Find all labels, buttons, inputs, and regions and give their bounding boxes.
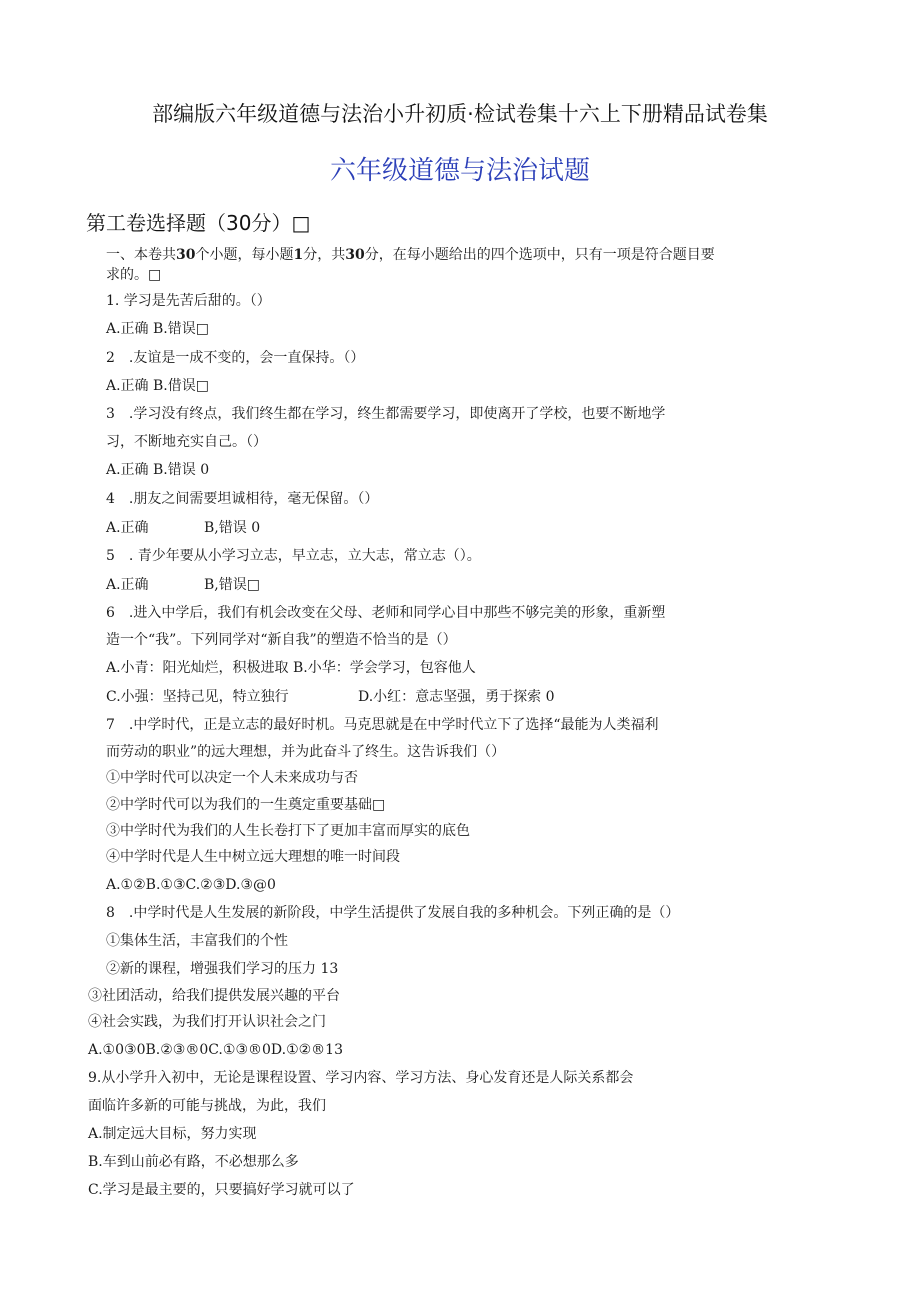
question-2-text: 2 .友谊是一成不变的，会一直保持。（） [106,350,365,366]
question-8-statement-2: ②新的课程，增强我们学习的压力 13 [106,961,339,977]
question-3-options: A.正确 B.错误 0 [106,462,210,478]
points-each: 1 [293,247,304,263]
question-8-statement-4: ④社会实践，为我们打开认识社会之门 [88,1014,326,1030]
instructions-line-1: 一、本卷共30个小题，每小题1分，共30分，在每小题给出的四个选项中，只有一项是符合题目要 [106,247,715,263]
question-7-text-line-1: 7 .中学时代，正是立志的最好时机。马克思就是在中学时代立下了选择“最能为人类福利 [106,717,659,733]
question-7-statement-4: ④中学时代是人生中树立远大理想的唯一时间段 [106,849,400,865]
question-9-option-a: A.制定远大目标，努力实现 [88,1126,257,1142]
document-header: 部编版六年级道德与法治小升初质·检试卷集十六上下册精品试卷集 [152,102,768,126]
question-8-statement-3: ③社团活动，给我们提供发展兴趣的平台 [88,988,340,1004]
question-4-text: 4 .朋友之间需要坦诚相待，毫无保留。（） [106,491,379,507]
question-9-text-line-1: 9.从小学升入初中，无论是课程设置、学习内容、学习方法、身心发育还是人际关系都会 [88,1070,634,1086]
question-7-options: A.①②B.①③C.②③D.③@0 [106,877,276,893]
section-title: 第工卷选择题（30分）□ [86,211,311,235]
question-7-statement-1: ①中学时代可以决定一个人未来成功与否 [106,770,358,786]
question-7-statement-3: ③中学时代为我们的人生长卷打下了更加丰富而厚实的底色 [106,823,470,839]
question-6-text-line-1: 6 .进入中学后，我们有机会改变在父母、老师和同学心目中那些不够完美的形象，重新塑 [106,605,666,621]
question-8-options: A.①0③0B.②③®0C.①③®0D.①②®13 [88,1042,343,1058]
instructions-line-2: 求的。□ [106,267,162,283]
question-4-option-b: B,错误 0 [204,520,261,536]
question-5-option-a: A.正确 [106,577,149,593]
question-8-text: 8 .中学时代是人生发展的新阶段，中学生活提供了发展自我的多种机会。下列正确的是（） [106,905,680,921]
question-5-option-b: B,错误□ [204,577,260,593]
question-4-option-a: A.正确 [106,520,149,536]
question-7-text-line-2: 而劳动的职业”的远大理想，并为此奋斗了终生。这告诉我们（） [106,744,506,760]
question-3-text-line-2: 习，不断地充实自己。（） [106,434,267,450]
question-6-option-d: D.小红：意志坚强，勇于探索 0 [358,689,555,705]
question-1-options: A.正确 B.错误□ [106,321,209,337]
question-8-statement-1: ①集体生活，丰富我们的个性 [106,933,288,949]
question-2-options: A.正确 B.借误□ [106,378,209,394]
question-9-text-line-2: 面临许多新的可能与挑战，为此，我们 [88,1098,326,1114]
question-9-option-b: B.车到山前必有路，不必想那么多 [88,1154,299,1170]
question-3-text-line-1: 3 .学习没有终点，我们终生都在学习，终生都需要学习，即使离开了学校，也要不断地学 [106,406,666,422]
question-6-options-row-1: A.小青：阳光灿烂，积极进取 B.小华：学会学习，包容他人 [106,660,476,676]
question-6-text-line-2: 造一个“我”。下列同学对“新自我”的塑造不恰当的是（） [106,632,457,648]
total-points: 30 [345,247,365,263]
question-7-statement-2: ②中学时代可以为我们的一生奠定重要基础□ [106,797,386,813]
question-6-option-c: C.小强：坚持己见，特立独行 [106,689,289,705]
question-5-text: 5 . 青少年要从小学习立志，早立志，立大志，常立志（）。 [106,548,481,564]
question-1-text: 1. 学习是先苦后甜的。（） [106,293,271,309]
question-9-option-c: C.学习是最主要的，只要搞好学习就可以了 [88,1182,355,1198]
exam-title: 六年级道德与法治试题 [329,156,590,186]
question-count: 30 [176,247,196,263]
